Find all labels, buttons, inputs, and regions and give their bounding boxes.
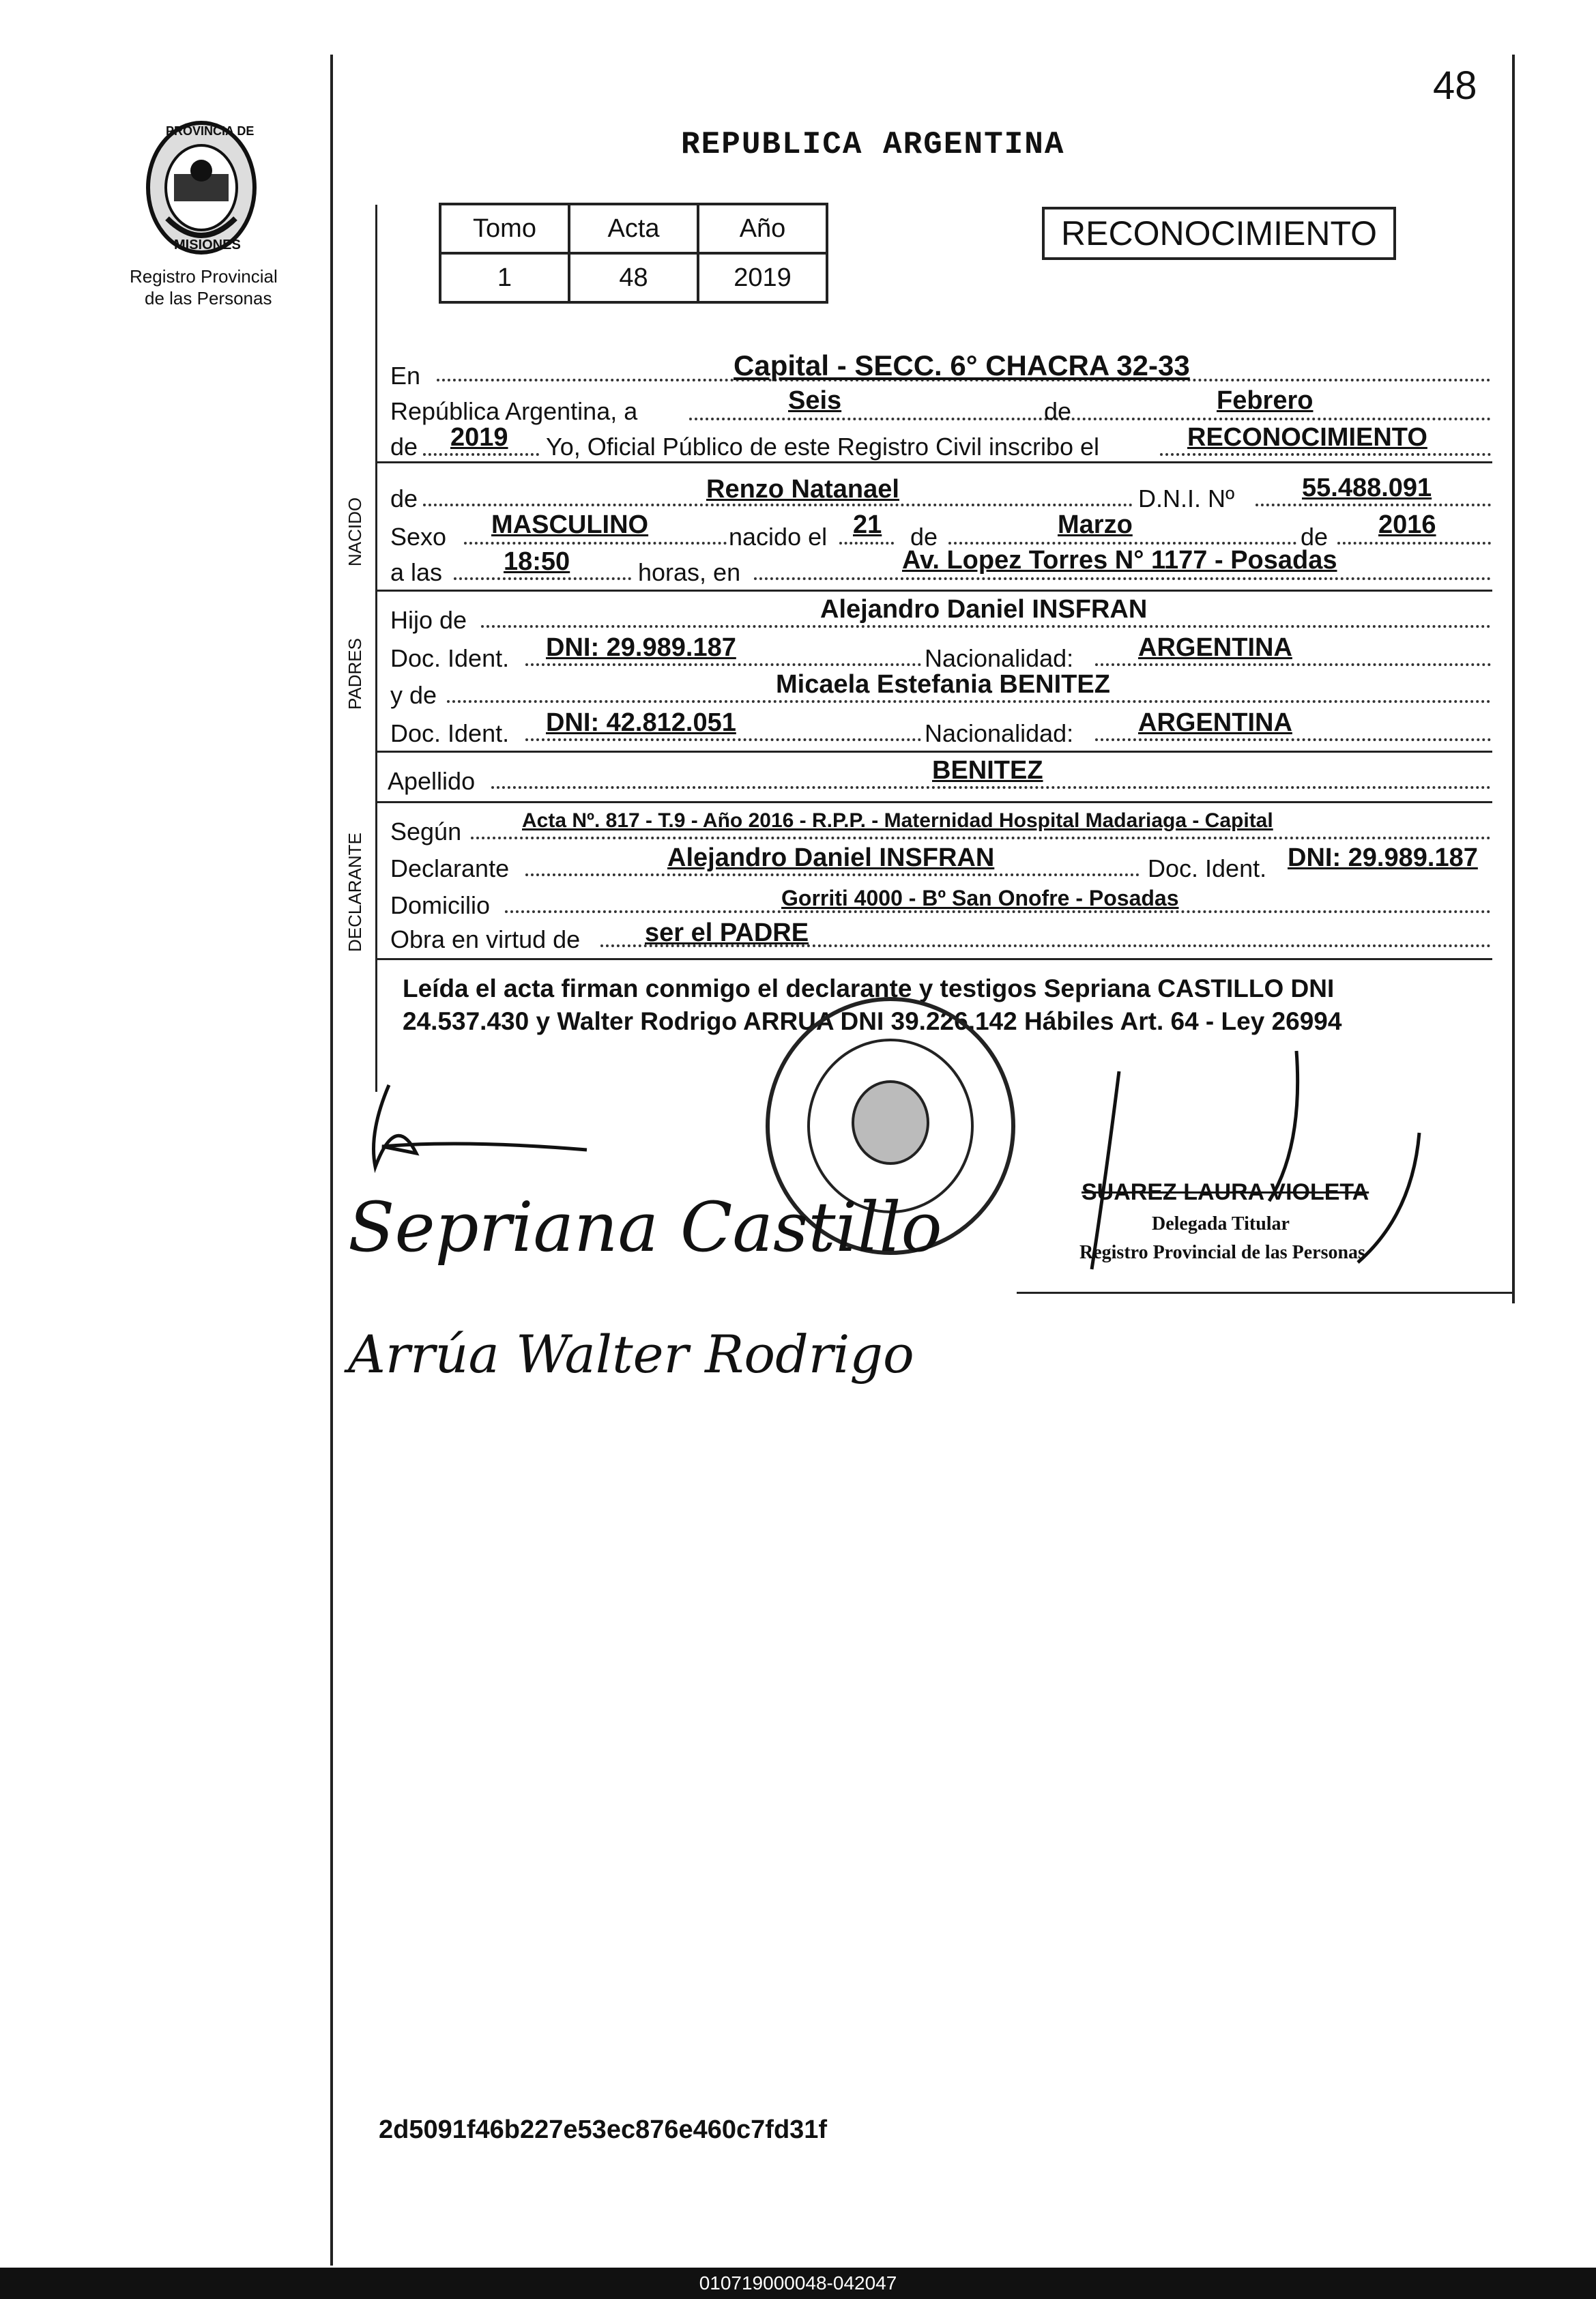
father-nationality-label: Nacionalidad:	[925, 644, 1074, 672]
mother-dni: DNI: 42.812.051	[546, 708, 736, 737]
witness1-signature: Sepriana Castillo	[348, 1187, 942, 1267]
closing-text-line1: Leída el acta firman conmigo el declarante y testigos Sepriana CASTILLO DNI	[403, 974, 1335, 1002]
dotted-line	[1256, 504, 1491, 506]
footer-barcode-text: 010719000048-042047	[0, 2268, 1596, 2299]
table-value-anio: 2019	[698, 253, 827, 302]
birth-time: 18:50	[504, 547, 570, 576]
act-type-box: RECONOCIMIENTO	[1042, 207, 1396, 260]
dotted-line	[525, 663, 921, 666]
table-value-acta: 48	[569, 253, 698, 302]
child-dni: 55.488.091	[1302, 474, 1432, 502]
day-value: Seis	[788, 386, 842, 415]
right-margin-line	[1512, 55, 1515, 1303]
document-hash: 2d5091f46b227e53ec876e460c7fd31f	[379, 2115, 828, 2144]
year-value: 2019	[450, 423, 508, 452]
en-label: En	[390, 362, 421, 390]
dotted-line	[525, 873, 1140, 876]
mother-nationality-label: Nacionalidad:	[925, 719, 1074, 747]
birth-year: 2016	[1378, 510, 1436, 539]
closing-text-line2: 24.537.430 y Walter Rodrigo ARRUA DNI 39.226.142 Hábiles Art. 64 - Ley 26994	[403, 1007, 1342, 1035]
dni-label: D.N.I. Nº	[1138, 485, 1235, 512]
birth-day: 21	[853, 510, 882, 539]
page-title: REPUBLICA ARGENTINA	[681, 127, 1065, 162]
hijo-de-label: Hijo de	[390, 606, 467, 634]
republica-label: República Argentina, a	[390, 397, 638, 425]
birth-month: Marzo	[1058, 510, 1133, 539]
de-label: de	[1044, 397, 1072, 425]
sexo-label: Sexo	[390, 523, 447, 551]
page-number: 48	[1433, 63, 1477, 108]
dotted-line	[481, 625, 1491, 628]
en-value: Capital - SECC. 6° CHACRA 32-33	[734, 349, 1190, 381]
month-value: Febrero	[1217, 386, 1314, 415]
table-value-tomo: 1	[440, 253, 569, 302]
dotted-line	[525, 738, 921, 741]
table-header-acta: Acta	[569, 204, 698, 253]
dotted-line	[1160, 453, 1491, 456]
section-label-declarante: DECLARANTE	[345, 833, 365, 952]
father-name: Alejandro Daniel INSFRAN	[820, 595, 1148, 624]
mother-doc-label: Doc. Ident.	[390, 719, 510, 747]
obra-value: ser el PADRE	[645, 919, 809, 947]
declarante-label: Declarante	[390, 854, 510, 882]
dotted-line	[471, 837, 1491, 839]
apellido-label: Apellido	[388, 767, 476, 795]
section-divider	[377, 461, 1492, 463]
domicilio-value: Gorriti 4000 - Bº San Onofre - Posadas	[781, 886, 1179, 910]
dotted-line	[754, 577, 1491, 580]
declarante-doc-label: Doc. Ident.	[1148, 854, 1267, 882]
official-office: Registro Provincial de las Personas	[1079, 1242, 1365, 1263]
nacido-de-label3: de	[1301, 523, 1329, 551]
father-doc-label: Doc. Ident.	[390, 644, 510, 672]
section-divider	[377, 801, 1492, 803]
table-header-anio: Año	[698, 204, 827, 253]
registry-table	[439, 203, 828, 304]
logo-text-bottom: MISIONES	[174, 237, 241, 252]
logo-text-top: PROVINCIA DE	[166, 124, 255, 138]
apellido-value: BENITEZ	[932, 756, 1043, 785]
nacido-de-label2: de	[910, 523, 938, 551]
logo-caption-line1: Registro Provincial	[130, 266, 278, 287]
mother-nationality: ARGENTINA	[1138, 708, 1292, 737]
province-seal-logo	[140, 116, 263, 259]
father-dni: DNI: 29.989.187	[546, 633, 736, 662]
dotted-line	[689, 418, 1491, 420]
birth-place: Av. Lopez Torres N° 1177 - Posadas	[902, 546, 1337, 575]
obra-label: Obra en virtud de	[390, 925, 581, 953]
de2-label: de	[390, 433, 418, 461]
declarante-dni: DNI: 29.989.187	[1288, 843, 1478, 872]
signature-line	[1017, 1292, 1515, 1294]
inscribo-value: RECONOCIMIENTO	[1187, 423, 1427, 452]
segun-value: Acta Nº. 817 - T.9 - Año 2016 - R.P.P. - Maternidad Hospital Madariaga - Capital	[522, 809, 1273, 832]
father-nationality: ARGENTINA	[1138, 633, 1292, 662]
dotted-line	[454, 577, 631, 580]
child-name: Renzo Natanael	[706, 475, 899, 504]
dotted-line	[491, 786, 1491, 789]
dotted-line	[464, 542, 727, 545]
a-las-label: a las	[390, 558, 443, 586]
dotted-line	[839, 542, 894, 545]
official-title: Delegada Titular	[1152, 1213, 1290, 1234]
y-de-label: y de	[390, 681, 437, 709]
dotted-line	[1337, 542, 1491, 545]
sexo-value: MASCULINO	[491, 510, 649, 539]
section-divider	[377, 958, 1492, 960]
section-label-padres: PADRES	[345, 638, 365, 710]
logo-caption-line2: de las Personas	[145, 288, 272, 308]
segun-label: Según	[390, 818, 462, 845]
section-divider	[377, 751, 1492, 753]
dotted-line	[1095, 663, 1491, 666]
dotted-line	[423, 453, 539, 456]
table-header-tomo: Tomo	[440, 204, 569, 253]
nacido-el-label: nacido el	[729, 523, 828, 551]
oficial-label: Yo, Oficial Público de este Registro Civil inscribo el	[546, 433, 1100, 461]
dotted-line	[447, 700, 1491, 703]
dotted-line	[948, 542, 1296, 545]
mother-name: Micaela Estefania BENITEZ	[776, 670, 1110, 699]
dotted-line	[1095, 738, 1491, 741]
witness2-signature: Arrúa Walter Rodrigo	[348, 1324, 914, 1385]
section-label-nacido: NACIDO	[345, 497, 365, 566]
declarante-value: Alejandro Daniel INSFRAN	[667, 843, 995, 872]
domicilio-label: Domicilio	[390, 891, 491, 919]
official-name: SUAREZ LAURA VIOLETA	[1082, 1179, 1369, 1205]
horas-en-label: horas, en	[638, 558, 741, 586]
nacido-de-label: de	[390, 485, 418, 512]
section-divider	[377, 590, 1492, 592]
